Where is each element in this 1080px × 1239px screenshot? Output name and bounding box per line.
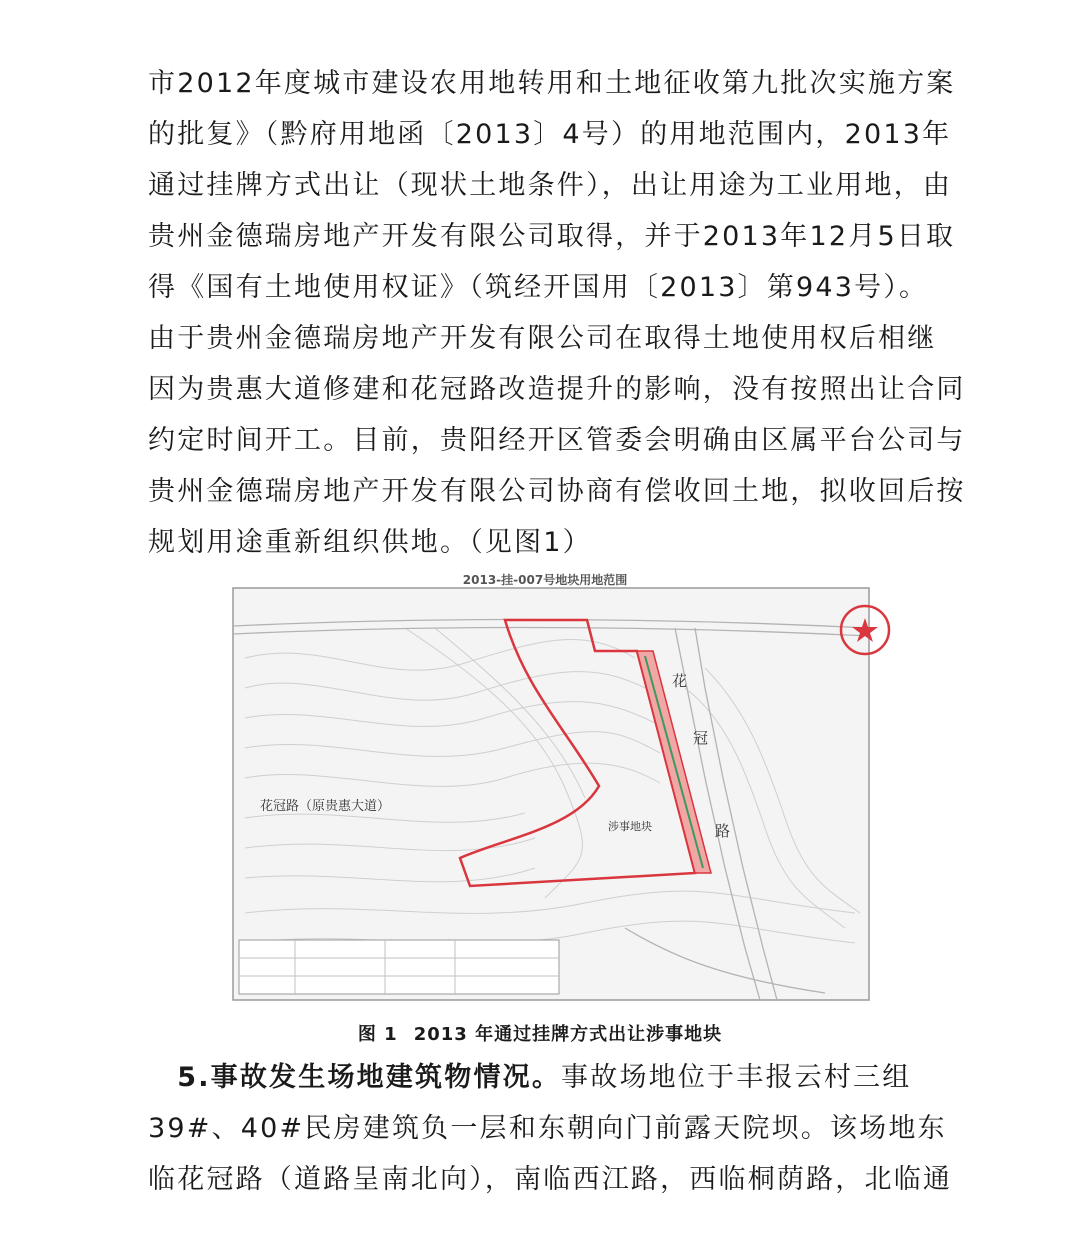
map-title: 2013-挂-007号地块用地范围 <box>462 573 628 587</box>
body-paragraph-2 <box>148 1052 953 1205</box>
land-parcel-map-figure <box>205 568 905 1008</box>
paragraph-line <box>148 1052 948 1103</box>
map-info-table <box>239 940 559 994</box>
paragraph-line: 通过挂牌方式出让（现状土地条件），出让用途为工业用地，由 <box>148 170 953 201</box>
vertical-road-char: 冠 <box>693 729 709 747</box>
land-parcel-map <box>205 568 905 1008</box>
paragraph-line: 的批复》（黔府用地函〔2013〕4号）的用地范围内，2013年 <box>148 119 952 150</box>
site-label: 涉事地块 <box>608 820 652 833</box>
figure-caption-text: 2013 年通过挂牌方式出让涉事地块 <box>413 1024 723 1045</box>
figure-caption-number: 图 1 <box>357 1024 398 1045</box>
figure-caption <box>0 1020 1080 1046</box>
paragraph-line: 由于贵州金德瑞房地产开发有限公司在取得土地使用权后相继 <box>148 323 937 354</box>
body-paragraph-1 <box>148 58 966 568</box>
section-heading: 5.事故发生场地建筑物情况。 <box>177 1062 562 1093</box>
paragraph-line: 39#、40#民房建筑负一层和东朝向门前露天院坝。该场地东 <box>148 1113 947 1144</box>
paragraph-line: 市2012年度城市建设农用地转用和土地征收第九批次实施方案 <box>148 68 956 99</box>
paragraph-line: 临花冠路（道路呈南北向），南临西江路，西临桐荫路，北临通 <box>148 1164 953 1195</box>
paragraph-line: 贵州金德瑞房地产开发有限公司取得，并于2013年12月5日取 <box>148 221 956 252</box>
paragraph-line: 规划用途重新组织供地。（见图1） <box>148 527 592 558</box>
road-label: 花冠路（原贵惠大道） <box>260 799 391 814</box>
vertical-road-char: 花 <box>672 672 688 690</box>
paragraph-line-text: 事故场地位于丰报云村三组 <box>561 1062 912 1093</box>
paragraph-line: 因为贵惠大道修建和花冠路改造提升的影响，没有按照出让合同 <box>148 374 966 405</box>
paragraph-line: 约定时间开工。目前，贵阳经开区管委会明确由区属平台公司与 <box>148 425 966 456</box>
vertical-road-char: 路 <box>715 822 731 840</box>
paragraph-line: 贵州金德瑞房地产开发有限公司协商有偿收回土地，拟收回后按 <box>148 476 966 507</box>
paragraph-line: 得《国有土地使用权证》（筑经开国用〔2013〕第943号）。 <box>148 272 929 303</box>
